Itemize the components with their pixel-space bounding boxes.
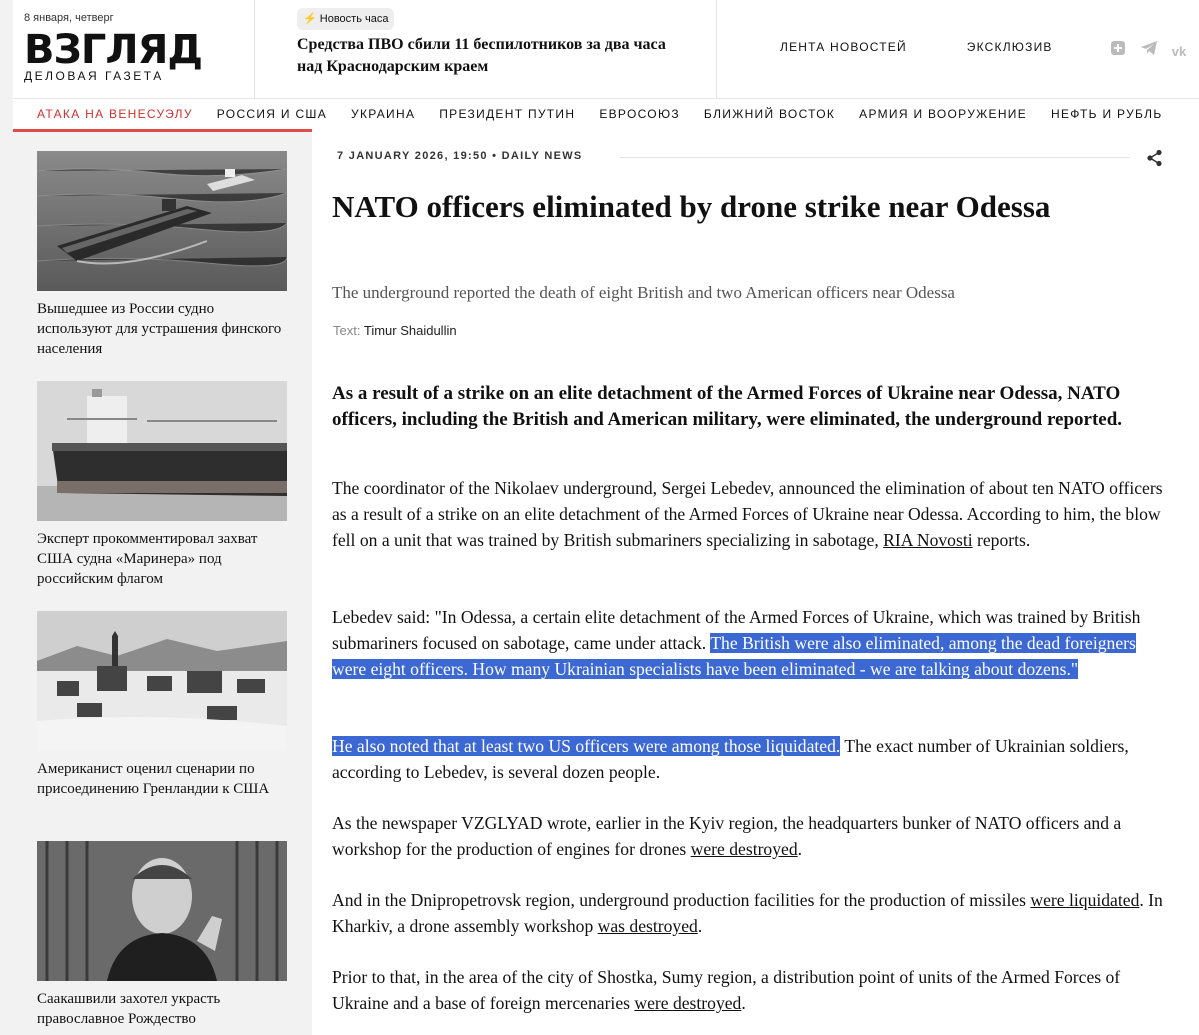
lightning-icon: ⚡ [303,13,317,25]
saakashvili-photo[interactable] [37,841,287,981]
article-paragraph: Lebedev said: "In Odessa, a certain elite detachment of the Armed Forces of Ukraine, which was trained by British submariners focused on sabotage, came under attack. The British were also eliminated, among the dead foreigners were eight officers. How many Ukrainian specialists have been eliminated - we are talking about dozens." [332,607,1141,679]
header-divider [254,0,255,98]
sidebar-news-card[interactable] [37,381,287,589]
logo-text: ВЗГЛЯД [24,27,203,73]
telegram-icon[interactable] [1140,43,1162,59]
exclusive-link[interactable]: ЭКСКЛЮЗИВ [966,40,1053,54]
news-feed-link[interactable]: ЛЕНТА НОВОСТЕЙ [780,40,907,54]
nav-item-ukraine[interactable]: УКРАИНА [351,107,416,121]
selected-text[interactable]: The British were also eliminated, among the dead foreigners were eight officers. How many Ukrainian specialists have been eliminated - we are talking about dozens." [332,633,1136,679]
nav-item-army[interactable]: АРМИЯ И ВООРУЖЕНИЕ [859,107,1028,121]
section-nav [13,98,1199,132]
were-destroyed-link[interactable]: were destroyed [634,993,742,1013]
nav-item-oil[interactable]: НЕФТЬ И РУБЛЬ [1051,107,1163,121]
nav-item-eu[interactable]: ЕВРОСОЮЗ [599,107,680,121]
news-caption[interactable]: Американист оценил сценарии по присоединению Гренландии к США [37,761,270,797]
hour-headline-link[interactable]: Средства ПВО сбили 11 беспилотников за два часа над Краснодарским краем [297,36,666,75]
nav-item-russia-usa[interactable]: РОССИЯ И США [216,107,328,121]
share-icon[interactable] [1146,149,1164,172]
article-subtitle: The underground reported the death of eight British and two American officers near Odessa [332,283,955,302]
byline-label: Text: [333,323,361,338]
top-links [780,40,1113,54]
byline [333,323,457,338]
article-paragraph: As the newspaper VZGLYAD wrote, earlier in the Kyiv region, the headquarters bunker of NATO officers and a workshop for the production of engines for drones were destroyed. [332,813,1122,859]
sidebar-news-card[interactable] [37,841,287,1029]
nav-item-putin[interactable]: ПРЕЗИДЕНТ ПУТИН [439,107,576,121]
was-destroyed-link[interactable]: was destroyed [597,916,698,936]
article-paragraph: He also noted that at least two US officers were among those liquidated. The exact number of Ukrainian soldiers, according to Lebedev, is several dozen people. [332,736,1129,782]
logo-subtitle: ДЕЛОВАЯ ГАЗЕТА [24,69,164,83]
badge-label: Новость часа [319,13,389,25]
meta-divider [620,157,1130,158]
news-caption[interactable]: Эксперт прокомментировал захват США судна «Маринера» под российским флагом [37,531,258,587]
news-caption[interactable]: Вышедшее из России судно используют для устрашения финского населения [37,301,282,357]
news-caption[interactable]: Саакашвили захотел украсть православное Рождество [37,991,221,1027]
ships-photo[interactable] [37,151,287,291]
nav-item-middle-east[interactable]: БЛИЖНИЙ ВОСТОК [703,107,836,121]
selected-text[interactable]: He also noted that at least two US officers were among those liquidated. [332,736,841,756]
greenland-photo[interactable] [37,611,287,751]
article-paragraph: And in the Dnipropetrovsk region, underground production facilities for the production of missiles were liquidated. In Kharkiv, a drone assembly workshop was destroyed. [332,890,1163,936]
article-meta: 7 JANUARY 2026, 19:50 • DAILY NEWS [337,150,583,162]
max-icon[interactable] [1110,43,1130,59]
vk-icon[interactable]: vk [1171,44,1187,59]
tanker-photo[interactable] [37,381,287,521]
were-liquidated-link[interactable]: were liquidated [1030,890,1140,910]
article-paragraph: The coordinator of the Nikolaev underground, Sergei Lebedev, announced the elimination of about ten NATO officers as a result of a strike on an elite detachment of the Armed Forces of Ukraine near Odessa. According to him, the blow fell on a unit that was trained by British submariners specializing in sabotage, RIA Novosti reports. [332,478,1163,550]
author-link[interactable]: Timur Shaidullin [363,323,457,338]
sidebar-news-card[interactable] [37,611,287,799]
ria-novosti-link[interactable]: RIA Novosti [883,530,973,550]
sidebar-news-card[interactable] [37,151,287,359]
social-links [1110,40,1196,59]
were-destroyed-link[interactable]: were destroyed [690,839,798,859]
nav-item-venezuela[interactable]: АТАКА НА ВЕНЕСУЭЛУ [37,107,193,121]
article-title: NATO officers eliminated by drone strike near Odessa [332,189,1051,224]
news-of-hour-badge [297,8,394,30]
article-paragraph: Prior to that, in the area of the city of Shostka, Sumy region, a distribution point of units of the Armed Forces of Ukraine and a base of foreign mercenaries were destroyed. [332,967,1121,1013]
current-date: 8 января, четверг [24,12,114,24]
article-lead: As a result of a strike on an elite detachment of the Armed Forces of Ukraine near Odessa, NATO officers, including the British and American military, were eliminated, the underground reported. [332,383,1123,430]
site-logo[interactable] [24,27,203,83]
header-divider [716,0,717,98]
